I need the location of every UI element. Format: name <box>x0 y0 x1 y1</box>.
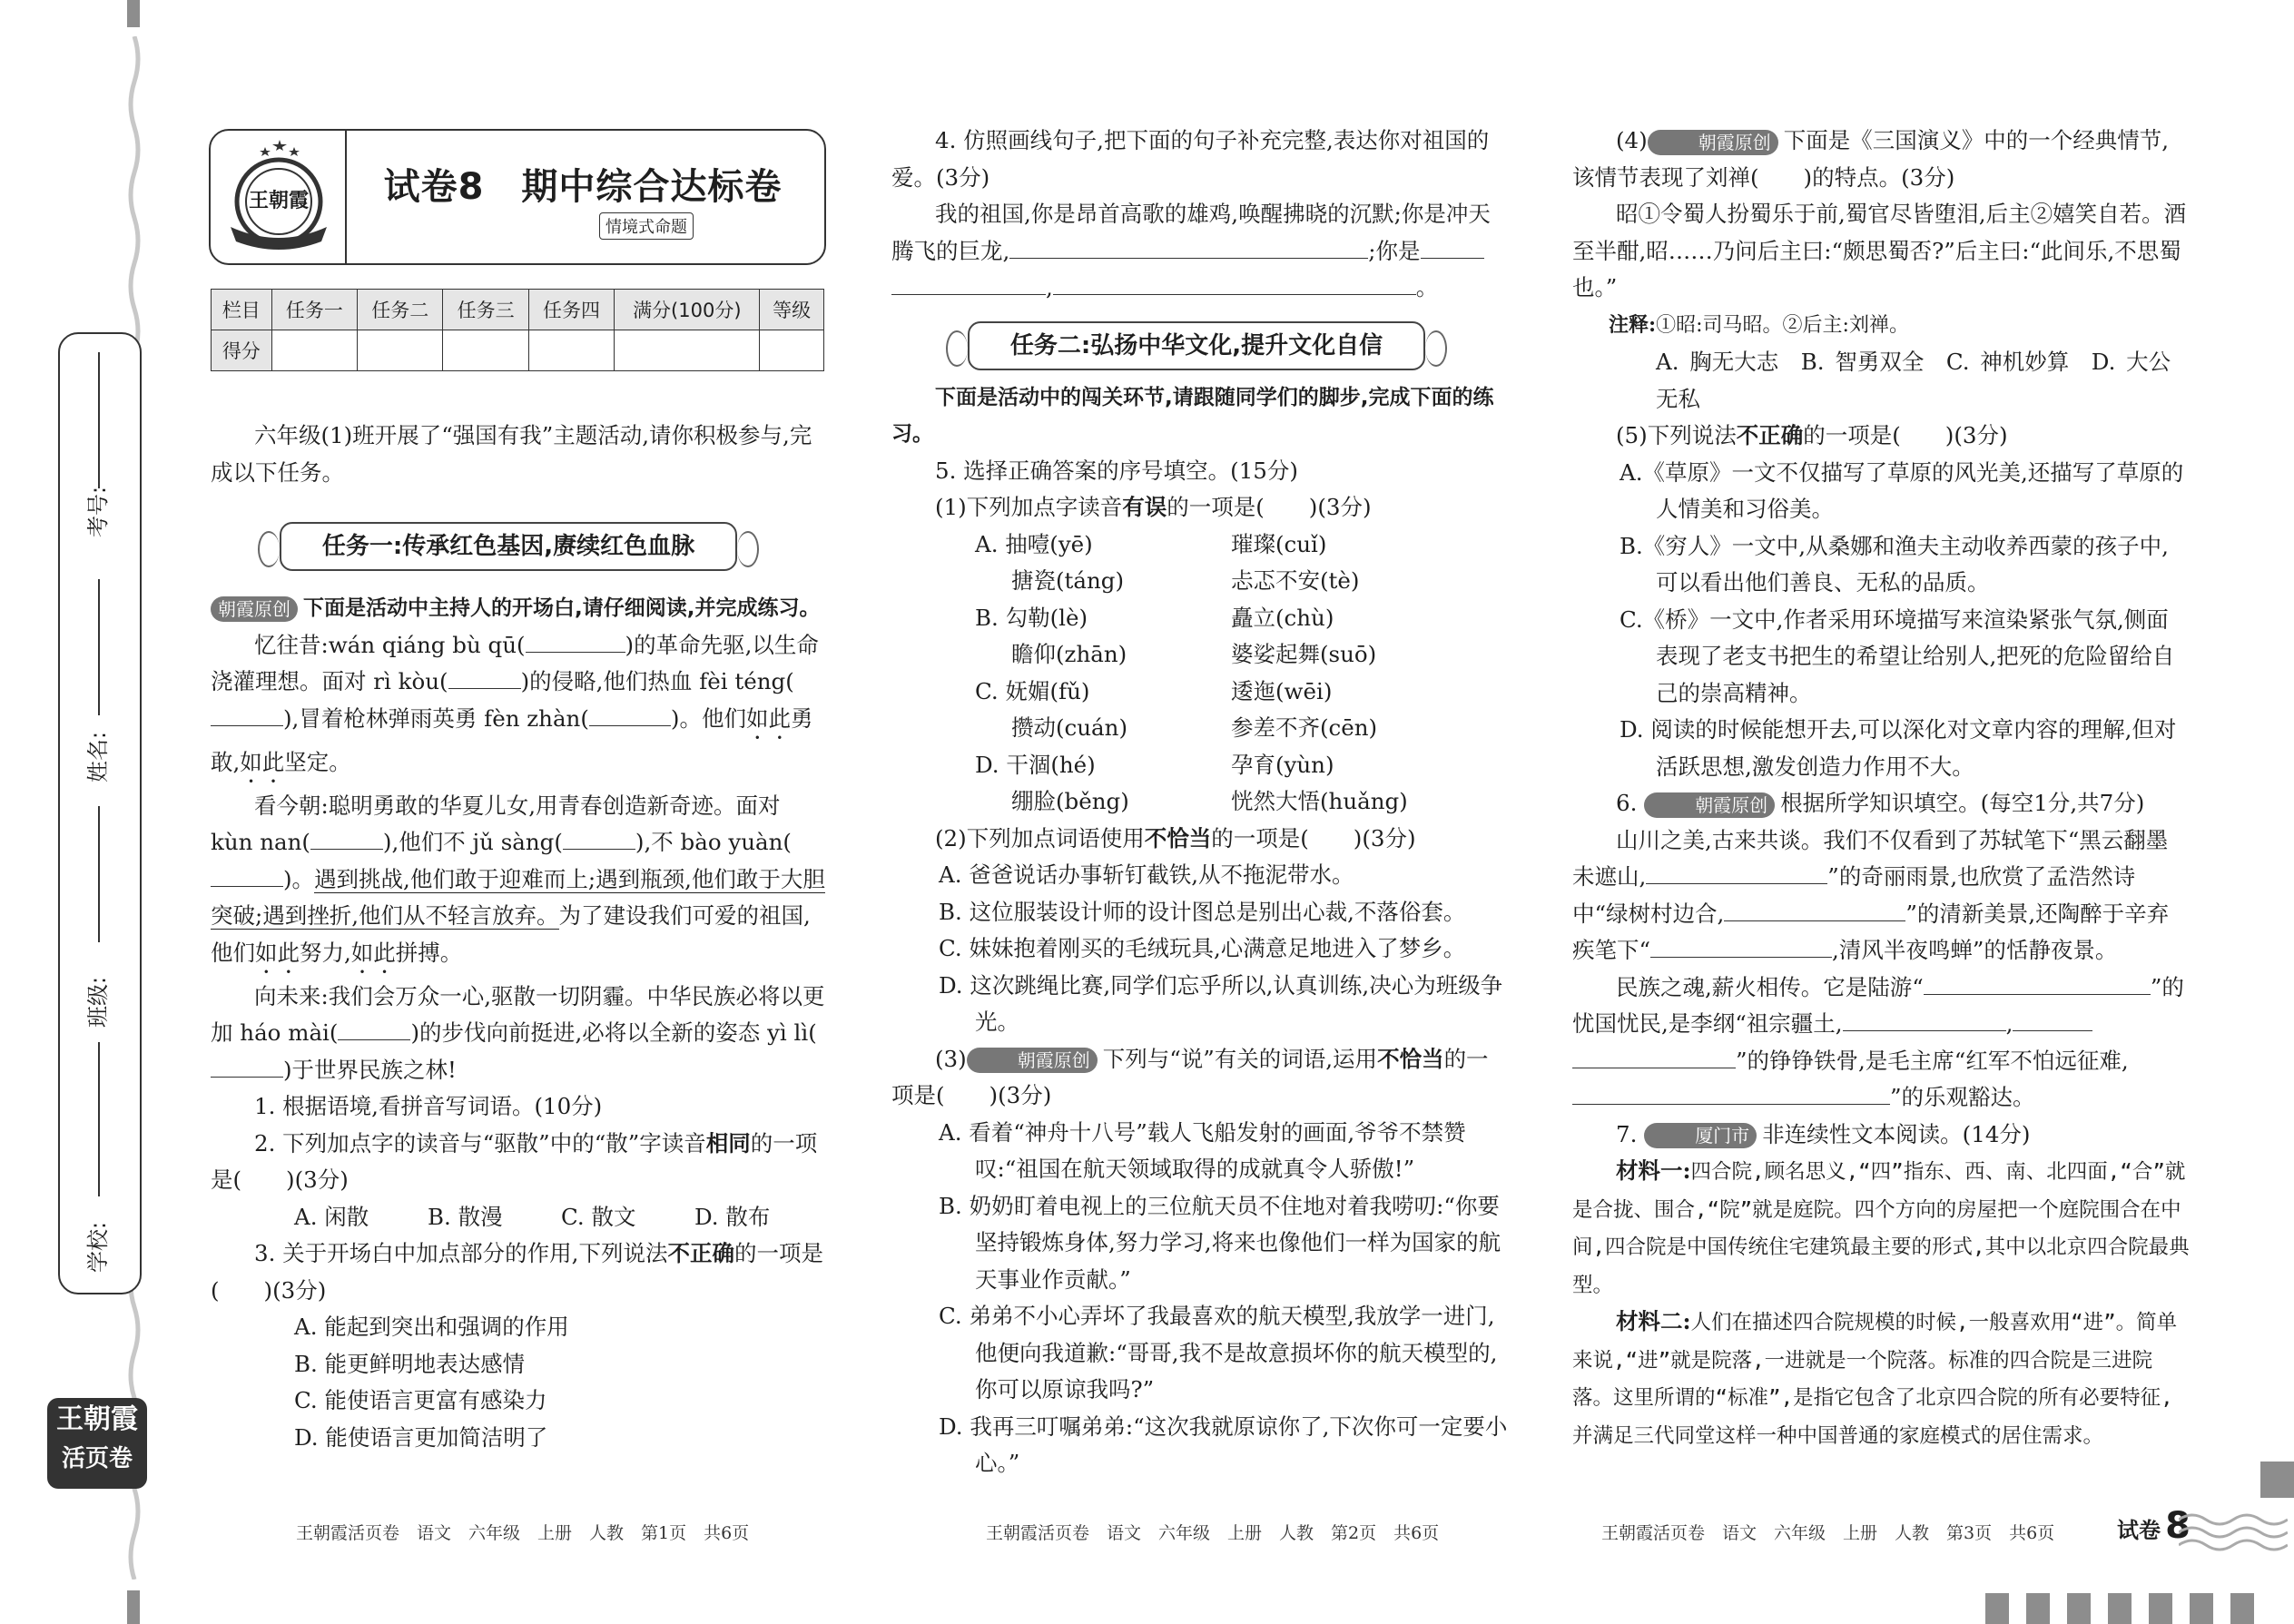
edge-stripe <box>2108 1593 2132 1624</box>
student-info-panel <box>58 332 142 1294</box>
option[interactable]: C. 弟弟不小心弄坏了我最喜欢的航天模型,我放学一进门,他便向我道歉:“哥哥,我不是故意损坏你的航天模型的,你可以原谅我吗?” <box>939 1303 1498 1403</box>
score-header: 任务三 <box>443 290 528 330</box>
option[interactable]: B. 这位服装设计师的设计图总是别出心裁,不落俗套。 <box>939 898 1466 925</box>
edge-stripe <box>2026 1593 2050 1624</box>
option[interactable]: B. 奶奶盯着电视上的三位航天员不住地对着我唠叨:“你要坚持锻炼身体,努力学习,将来也像他们一样为国家的航天事业作贡献。” <box>939 1192 1501 1293</box>
option[interactable]: B.《穷人》一文中,从桑娜和渔夫主动收养西蒙的孩子中,可以看出他们善良、无私的品质。 <box>1620 532 2169 595</box>
passage-past: 忆往昔:wán qiáng bù qū( )的革命先驱,以生命浇灌理想。面对 rì kòu( )的侵略,他们热血 fèi téng(),冒着枪林弹雨英勇 fèn zhàn( )。他们如此勇敢,如此坚定。 <box>211 627 828 788</box>
score-header: 任务二 <box>358 290 443 330</box>
answer-blank[interactable] <box>338 1016 410 1040</box>
score-cell[interactable] <box>271 330 357 371</box>
question-5-4-options[interactable]: A. 胸无大志 B. 智勇双全 C. 神机妙算 D. 大公无私 <box>1656 349 2171 412</box>
excerpt-note: 注释:①昭:司马昭。②后主:刘禅。 <box>1609 312 1909 337</box>
task2-banner: 任务二:弘扬中华文化,提升文化自信 <box>968 321 1425 370</box>
intro-text: 六年级(1)班开展了“强国有我”主题活动,请你积极参与,完成以下任务。 <box>211 422 812 486</box>
answer-blank[interactable] <box>2013 1007 2092 1031</box>
answer-blank[interactable] <box>1924 970 2151 995</box>
question-5-2: (2)下列加点词语使用不恰当的一项是( )(3分) <box>935 824 1416 851</box>
question-6-spirit: 民族之魂,薪火相传。它是陆游“ ”的忧国忧民,是李纲“祖宗疆土, , ”的铮铮铁骨,是毛主席“红军不怕远征难,”的乐观豁达。 <box>1572 969 2190 1117</box>
option[interactable]: B. 勾勒(lè) <box>975 604 1088 631</box>
answer-blank[interactable] <box>1572 1044 1736 1068</box>
answer-blank[interactable] <box>1421 234 1484 259</box>
question-5-1-options: A. 抽噎(yē) 璀璨(cuǐ) 搪瓷(táng) 忐忑不安(tè) B. 勾勒(lè) 矗立(chù) 瞻仰(zhān) 婆娑起舞(suō) C. 妩媚(fǔ) 逶迤(wēi) 攒动(cuán) 参差不齐(cēn) D. 干涸(hé) 孕育(yùn) 绷脸(běng) 恍然大悟(huǎng) <box>891 527 1509 821</box>
score-cell[interactable] <box>443 330 528 371</box>
paper-number-label: 试卷 8 <box>2117 1505 2191 1547</box>
passage-present: 看今朝:聪明勇敢的华夏儿女,用青春创造新奇迹。面对 kùn nan( ),他们不 jǔ sàng( ),不 bào yuàn()。遇到挑战,他们敢于迎难而上;遇到瓶颈,他们敢于大胆突破;遇到挫折,他们从不轻言放弃。为了建设我们可爱的祖国,他们如此努力,如此拼搏。 <box>211 792 825 966</box>
question-5-5: (5)下列说法不正确的一项是( )(3分) <box>1616 422 2008 448</box>
score-cell[interactable] <box>615 330 760 371</box>
edge-stripe <box>2190 1593 2213 1624</box>
option[interactable]: A. 闲散 <box>294 1203 369 1230</box>
option[interactable]: C.《桥》一文中,作者采用环境描写来渲染紧张气氛,侧面表现了老支书把生的希望让给别人,把死的危险留给自己的崇高精神。 <box>1620 605 2175 706</box>
column-1: 六年级(1)班开展了“强国有我”主题活动,请你积极参与,完成以下任务。 任务一:传承红色基因,赓续红色血脉 朝霞原创 下面是活动中主持人的开场白,请仔细阅读,并完成练习。 忆往昔:wán qiáng bù qū( )的革命先驱,以生命浇灌理想。面对 rì kòu( )的侵略,他们热血 fèi téng(),冒着枪林弹雨英勇 fèn zhàn( )。他们如此勇敢,如此坚定。 看今朝:聪明勇敢的华夏儿女,用青春创造新奇迹。面对 kùn nan( ),他们不 jǔ sàng( ),不 bào yuàn()。遇到挑战,他们敢于迎难而上;遇到瓶颈,他们敢于大胆突破;遇到挫折,他们从不轻言放弃。为了建设我们可爱的祖国,他们如此努力,如此拼搏。 向未来:我们会万众一心,驱散一切阴霾。中华民族必将以更加 háo mài( )的步伐向前挺进,必将以全新的姿态 yì lì()于世界民族之林! 1. 根据语境,看拼音写词语。(10分) 2. 下列加点字的读音与“驱散”中的“散”字读音相同的一项是( )(3分) A. 闲散 B. 散漫 C. 散文 D. 散布 3. 关于开场白中加点部分的作用,下列说法不正确的一项是( )(3分) A. 能起到突出和强调的作用 B. 能更鲜明地表达感情 C. 能使语言更富有感染力 D. 能使语言更加简洁明了 <box>211 418 828 1456</box>
original-badge: 朝霞原创 <box>211 596 298 622</box>
answer-blank[interactable] <box>1053 271 1416 295</box>
underlined-sentence: 遇到挑战,他们敢于迎难而上;遇到瓶颈,他们敢于大胆突破;遇到挫折,他们从不轻言放弃。 <box>211 865 825 929</box>
option[interactable]: C. 散文 <box>561 1203 636 1230</box>
material-2: 材料二:人们在描述四合院规模的时候,一般喜欢用“进”。简单来说,“进”就是院落,一进就是一个院落。标准的四合院是三进院落。这里所谓的“标准”,是指它包含了北京四合院的所有必要特征,并满足三代同堂这样一种中国普通的家庭模式的居住需求。 <box>1572 1308 2178 1448</box>
answer-blank[interactable] <box>1843 1007 2006 1031</box>
page-footer-3: 王朝霞活页卷 语文 六年级 上册 人教 第3页 共6页 <box>1601 1523 2055 1543</box>
option[interactable]: B. 能更鲜明地表达感情 <box>294 1350 526 1377</box>
answer-blank[interactable] <box>563 825 635 850</box>
original-badge: 朝霞原创 <box>1644 792 1775 818</box>
column-2 <box>891 123 1509 1482</box>
score-header: 任务四 <box>528 290 614 330</box>
brand-logo: 王朝霞 活页卷 <box>47 1398 147 1489</box>
exam-title: 试卷8 期中综合达标卷 <box>383 166 783 208</box>
option[interactable]: D. 我再三叮嘱弟弟:“这次我就原谅你了,下次你可一定要小心。” <box>939 1412 1508 1476</box>
answer-blank[interactable] <box>211 702 283 726</box>
answer-blank[interactable] <box>1650 933 1832 958</box>
question-7: 7. 厦门市 非连续性文本阅读。(14分) <box>1616 1120 2031 1147</box>
exam-header <box>209 129 826 265</box>
question-5: 5. 选择正确答案的序号填空。(15分) <box>935 457 1298 484</box>
question-5-1: (1)下列加点字读音有误的一项是( )(3分) <box>935 494 1372 520</box>
option[interactable]: A. 爸爸说话办事斩钉截铁,从不拖泥带水。 <box>939 861 1354 888</box>
classical-excerpt: 昭①令蜀人扮蜀乐于前,蜀官尽皆堕泪,后主②嬉笑自若。酒至半酣,昭……乃问后主曰:“颇思蜀否?”后主曰:“此间乐,不思蜀也。” <box>1572 201 2187 300</box>
option[interactable]: C. 妹妹抱着刚买的毛绒玩具,心满意足地进入了梦乡。 <box>939 935 1466 961</box>
score-cell[interactable] <box>528 330 614 371</box>
question-3: 3. 关于开场白中加点部分的作用,下列说法不正确的一项是( )(3分) <box>211 1240 823 1304</box>
question-2-options <box>211 1199 828 1236</box>
answer-blank[interactable] <box>1009 234 1368 259</box>
edge-stripe <box>2067 1593 2091 1624</box>
answer-blank[interactable] <box>448 664 521 689</box>
answer-blank[interactable] <box>1646 860 1827 884</box>
publisher-emblem: 王朝霞 <box>222 136 336 254</box>
original-badge: 朝霞原创 <box>967 1048 1098 1073</box>
option[interactable]: A.《草原》一文不仅描写了草原的风光美,还描写了草原的人情美和习俗美。 <box>1620 458 2184 522</box>
option[interactable]: C. 妩媚(fǔ) <box>975 677 1090 704</box>
answer-blank[interactable] <box>1572 1080 1890 1105</box>
score-header: 满分(100分) <box>615 290 760 330</box>
name-field[interactable]: 姓名: <box>80 579 120 797</box>
option[interactable]: A. 看着“神舟十八号”载人飞船发射的画面,爷爷不禁赞叹:“祖国在航天领域取得的成就真令人骄傲!” <box>939 1118 1466 1182</box>
answer-blank[interactable] <box>589 702 671 726</box>
option[interactable]: D. 干涸(hé) <box>975 751 1096 778</box>
option[interactable]: D. 阅读的时候能想开去,可以深化对文章内容的理解,但对活跃思想,激发创造力作用不大。 <box>1620 716 2177 780</box>
decorative-waves <box>2179 1507 2288 1561</box>
answer-blank[interactable] <box>310 825 383 850</box>
answer-blank[interactable] <box>211 862 283 887</box>
score-header: 任务一 <box>271 290 357 330</box>
option[interactable]: B. 散漫 <box>428 1203 503 1230</box>
right-tab-marker <box>2260 1462 2294 1498</box>
option[interactable]: D. 散布 <box>694 1203 771 1230</box>
answer-blank[interactable] <box>891 271 1046 295</box>
question-4-text: 我的祖国,你是昂首高歌的雄鸡,唤醒拂晓的沉默;你是冲天腾飞的巨龙, ;你是 , 。 <box>891 201 1491 300</box>
option[interactable]: D. 这次跳绳比赛,同学们忘乎所以,认真训练,决心为班级争光。 <box>939 971 1503 1035</box>
score-header: 栏目 <box>212 290 272 330</box>
task1-banner: 任务一:传承红色基因,赓续红色血脉 <box>280 522 737 571</box>
question-5-3: (3) 朝霞原创 下列与“说”有关的词语,运用不恰当的一项是( )(3分) <box>891 1045 1489 1108</box>
page-footer-1: 王朝霞活页卷 语文 六年级 上册 人教 第1页 共6页 <box>296 1523 750 1543</box>
score-row-label: 得分 <box>212 330 272 371</box>
option[interactable]: C. 能使语言更富有感染力 <box>294 1387 547 1413</box>
answer-blank[interactable] <box>526 628 625 653</box>
original-badge: 朝霞原创 <box>1648 130 1778 155</box>
edge-stripe <box>2149 1593 2172 1624</box>
school-field[interactable]: 学校: <box>80 1042 120 1269</box>
option[interactable]: A. 抽噎(yē) <box>975 530 1093 557</box>
edge-stripe <box>2230 1593 2254 1624</box>
left-margin-bar <box>127 0 140 27</box>
material-1: 材料一:四合院,顾名思义,“四”指东、西、南、北四面,“合”就是合拢、围合,“院”就是庭院。四个方向的房屋把一个庭院围合在中间,四合院是中国传统住宅建筑最主要的形式,其中以北京四合院最典型。 <box>1572 1157 2190 1297</box>
question-6: 6. 朝霞原创 根据所学知识填空。(每空1分,共7分) <box>1616 790 2145 816</box>
left-margin-bar <box>127 1590 140 1624</box>
question-6-nature: 山川之美,古来共谈。我们不仅看到了苏轼笔下“黑云翻墨未遮山, ”的奇丽雨景,也欣赏了孟浩然诗中“绿树村边合, ”的清新美景,还陶醉于辛弃疾笔下“ ,清风半夜鸣蝉”的恬静夜景。 <box>1572 826 2170 963</box>
region-badge: 厦门市 <box>1644 1123 1757 1148</box>
score-header: 等级 <box>760 290 824 330</box>
option[interactable]: A. 能起到突出和强调的作用 <box>294 1314 569 1340</box>
score-cell[interactable] <box>358 330 443 371</box>
class-field[interactable]: 班级: <box>80 806 120 1033</box>
option[interactable]: D. 能使语言更加简洁明了 <box>294 1423 548 1451</box>
page-footer-2: 王朝霞活页卷 语文 六年级 上册 人教 第2页 共6页 <box>986 1523 1440 1543</box>
question-1: 1. 根据语境,看拼音写词语。(10分) <box>254 1093 603 1119</box>
score-cell[interactable] <box>760 330 824 371</box>
edge-stripe <box>1985 1593 2009 1624</box>
question-4: 4. 仿照画线句子,把下面的句子补充完整,表达你对祖国的爱。(3分) <box>891 127 1490 191</box>
exam-subtitle: 情境式命题 <box>599 212 694 240</box>
task2-lead: 下面是活动中的闯关环节,请跟随同学们的脚步,完成下面的练习。 <box>891 385 1494 446</box>
column-3 <box>1572 123 2190 1454</box>
score-table <box>211 289 824 371</box>
answer-blank[interactable] <box>1724 897 1905 921</box>
answer-blank[interactable] <box>211 1053 283 1078</box>
question-2: 2. 下列加点字的读音与“驱散”中的“散”字读音相同的一项是( )(3分) <box>211 1129 818 1193</box>
exam-number-field[interactable]: 考号: <box>80 352 120 570</box>
question-5-4: (4) 朝霞原创 下面是《三国演义》中的一个经典情节,该情节表现了刘禅( )的特点。(3分) <box>1572 127 2170 191</box>
passage-future: 向未来:我们会万众一心,驱散一切阴霾。中华民族必将以更加 háo mài( )的步伐向前挺进,必将以全新的姿态 yì lì()于世界民族之林! <box>211 982 825 1083</box>
